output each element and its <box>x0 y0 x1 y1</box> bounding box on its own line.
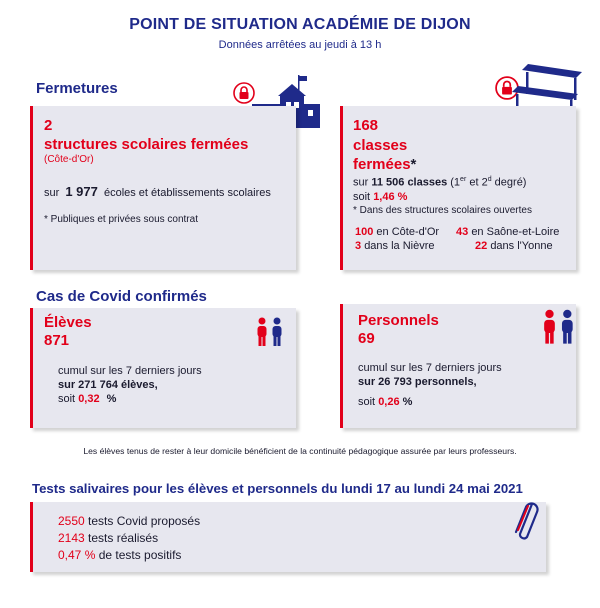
classes-count: 168 <box>353 117 379 134</box>
classes-sur-line: sur 11 506 classes (1er et 2$^d$ degré) <box>353 176 527 189</box>
eleves-soit: soit 0,32 % <box>58 393 117 405</box>
department-nievre: 3 dans la Nièvre <box>355 240 435 252</box>
structures-location: (Côte-d'Or) <box>44 154 94 165</box>
department-cote-dor: 100 en Côte-d'Or <box>355 226 440 238</box>
card-accent-bar <box>340 106 343 270</box>
structures-count: 2 <box>44 117 53 134</box>
people-icon <box>254 316 286 348</box>
structures-sur-line: sur 1 977 écoles et établissements scolaires <box>44 184 271 199</box>
page-title: POINT DE SITUATION ACADÉMIE DE DIJON <box>129 16 471 33</box>
department-yonne: 22 dans l'Yonne <box>475 240 553 252</box>
tests-row-proposes: 2550 tests Covid proposés <box>58 514 201 528</box>
section-heading-fermetures: Fermetures <box>36 80 118 97</box>
page-subtitle: Données arrêtées au jeudi à 13 h <box>218 39 382 51</box>
eleves-count: 871 <box>44 332 70 349</box>
eleves-sur: sur 271 764 élèves, <box>58 379 158 391</box>
department-saone-et-loire: 43 en Saône-et-Loire <box>456 226 560 238</box>
continuity-note: Les élèves tenus de rester à leur domicile bénéficient de la continuité pédagogique assurée par leurs professeurs. <box>83 446 517 456</box>
classes-footnote: * Dans des structures scolaires ouvertes <box>353 205 532 216</box>
personnels-label: Personnels <box>358 312 439 329</box>
structures-footnote: * Publiques et privées sous contrat <box>44 214 198 225</box>
people-icon <box>540 308 578 346</box>
classes-label-1: classes <box>353 137 408 154</box>
eleves-label: Élèves <box>44 314 92 331</box>
personnels-count: 69 <box>358 330 375 347</box>
structures-label: structures scolaires fermées <box>44 136 249 153</box>
card-accent-bar <box>30 308 33 428</box>
classes-soit-line: soit 1,46 % <box>353 191 408 203</box>
card-accent-bar <box>30 502 33 572</box>
section-heading-covid: Cas de Covid confirmés <box>36 288 207 305</box>
personnels-soit: soit 0,26 % <box>358 396 413 408</box>
personnels-sur: sur 26 793 personnels, <box>358 376 477 388</box>
card-accent-bar <box>340 304 343 428</box>
classes-label-2: fermées* <box>353 156 417 173</box>
card-accent-bar <box>30 106 33 270</box>
tests-row-realises: 2143 tests réalisés <box>58 531 159 545</box>
paperclip-icon <box>512 500 540 544</box>
eleves-cumul: cumul sur les 7 derniers jours <box>58 365 202 377</box>
personnels-cumul: cumul sur les 7 derniers jours <box>358 362 502 374</box>
section-heading-tests: Tests salivaires pour les élèves et personnels du lundi 17 au lundi 24 mai 2021 <box>32 481 523 496</box>
tests-row-positifs: 0,47 % de tests positifs <box>58 548 182 562</box>
